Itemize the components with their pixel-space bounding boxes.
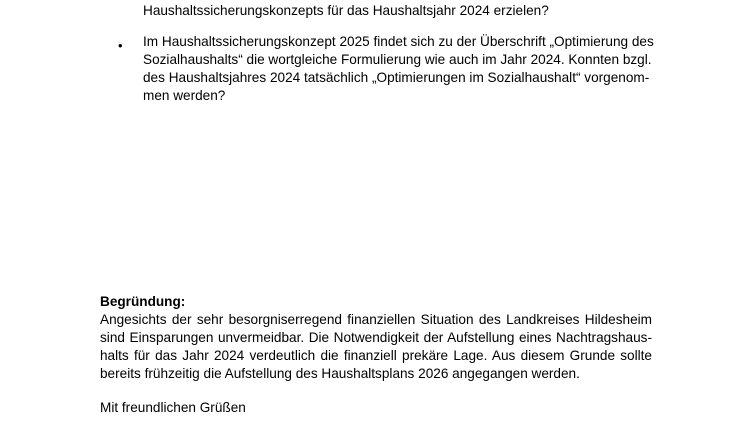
reason-line-4: bereits frühzeitig die Aufstellung des Haushaltsplans 2026 angegangen werden. — [100, 366, 580, 381]
bullet-marker: • — [118, 38, 123, 53]
bullet-1-line-1: Haushaltssicherungskonzepts für das Haushaltsjahr 2024 erzielen? — [143, 3, 549, 18]
reason-heading: Begründung: — [100, 294, 186, 309]
bullet-2-line-3: des Haushaltsjahres 2024 tatsächlich „Optimierungen im Sozialhaushalt“ vorgenom- — [143, 70, 650, 85]
bullet-2-line-4: men werden? — [143, 88, 226, 103]
reason-line-2: sind Einsparungen unvermeidbar. Die Notwendigkeit der Aufstellung eines Nachtragshaus- — [100, 330, 652, 345]
bullet-2-line-2: Sozialhaushalts“ die wortgleiche Formulierung wie auch im Jahr 2024. Konnten bzgl. — [143, 52, 652, 67]
reason-line-3: halts für das Jahr 2024 verdeutlich die finanziell prekäre Lage. Aus diesem Grunde sollte — [100, 348, 652, 363]
bullet-2-line-1: Im Haushaltssicherungskonzept 2025 findet sich zu der Überschrift „Optimierung des — [143, 34, 654, 49]
closing-greeting: Mit freundlichen Grüßen — [100, 400, 246, 415]
reason-line-1: Angesichts der sehr besorgniserregend finanziellen Situation des Landkreises Hildesheim — [100, 312, 652, 327]
